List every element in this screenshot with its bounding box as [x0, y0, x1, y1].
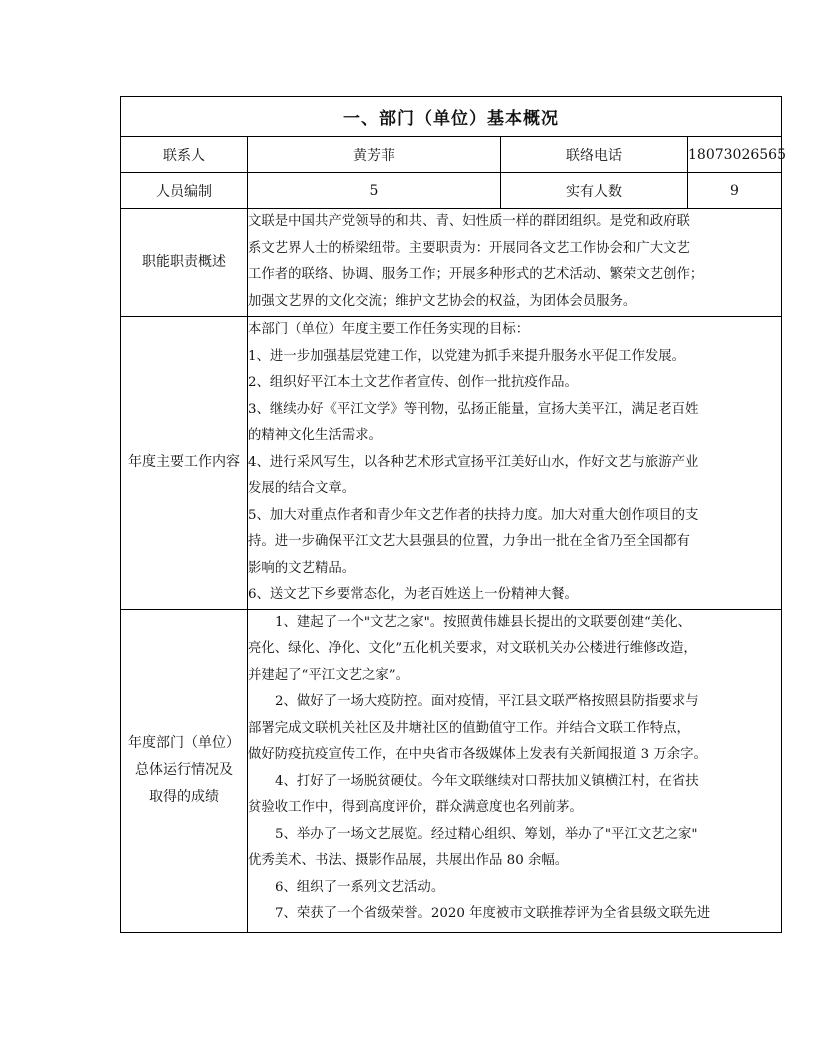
contact-name: 黄芳菲 — [248, 137, 501, 173]
phone-label: 联络电话 — [501, 137, 688, 173]
actual-count-value: 9 — [688, 173, 782, 209]
annual-work-label-text: 年度主要工作内容 — [128, 454, 240, 471]
achievement-line: 做好防疫抗疫宣传工作，在中央省市各级媒体上发表有关新闻报道 3 万余字。 — [248, 747, 707, 762]
achievement-line: 5、举办了一场文艺展览。经过精心组织、筹划，举办了"平江文艺之家" — [275, 826, 698, 842]
annual-work-line: 持。进一步确保平江文艺大县强县的位置，力争出一批在全省乃至全国都有 — [248, 534, 690, 549]
achievement-line: 优秀美术、书法、摄影作品展，共展出作品 80 余幅。 — [248, 853, 569, 868]
annual-work-line: 影响的文艺精品。 — [248, 560, 356, 576]
annual-work-label — [121, 317, 248, 610]
achievement-line: 2、做好了一场大疫防控。面对疫情，平江县文联严格按照县防指要求与 — [275, 694, 699, 709]
achievements-text — [248, 609, 782, 932]
duties-line: 文联是中国共产党领导的和共、青、妇性质一样的群团组织。是党和政府联 — [248, 214, 690, 229]
achievement-line: 6、组织了一系列文艺活动。 — [275, 879, 445, 895]
annual-work-text — [248, 317, 782, 610]
achievement-line: 并建起了“平江文艺之家”。 — [248, 667, 409, 683]
annual-work-line: 6、送文艺下乡要常态化，为老百姓送上一份精神大餐。 — [248, 587, 578, 602]
duties-text — [248, 209, 782, 317]
achievement-line: 部署完成文联机关社区及井塘社区的值勤值守工作。并结合文联工作特点， — [248, 720, 690, 736]
contact-label: 联系人 — [121, 137, 248, 173]
achievements-label — [121, 609, 248, 932]
annual-work-line: 发展的结合文章。 — [248, 481, 356, 496]
annual-work-line: 1、进一步加强基层党建工作，以党建为抓手来提升服务水平促工作发展。 — [248, 348, 686, 364]
phone-value: 18073026565 — [688, 137, 782, 173]
annual-work-line: 4、进行采风写生，以各种艺术形式宣扬平江美好山水，作好文艺与旅游产业 — [248, 454, 699, 470]
actual-count-label: 实有人数 — [501, 173, 688, 209]
duties-line: 加强文艺界的文化交流；维护文艺协会的权益，为团体会员服务。 — [248, 293, 637, 309]
duties-line: 系文艺界人士的桥梁纽带。主要职责为：开展同各文艺工作协会和广大文艺 — [248, 240, 690, 256]
basic-overview-table — [120, 96, 786, 933]
duties-label: 职能职责概述 — [121, 209, 248, 317]
achievements-label-line: 取得的成绩 — [149, 789, 219, 805]
achievement-line: 1、建起了一个"文艺之家"。按照黄伟雄县长提出的文联要创建“美化、 — [275, 614, 692, 630]
staffing-quota: 5 — [248, 173, 501, 209]
annual-work-line: 2、组织好平江本土文艺作者宣传、创作一批抗疫作品。 — [248, 375, 578, 390]
annual-work-line: 3、继续办好《平江文学》等刊物，弘扬正能量，宣扬大美平江，满足老百姓 — [248, 401, 699, 417]
achievement-line: 亮化、绿化、净化、文化”五化机关要求，对文联机关办公楼进行维修改造， — [248, 641, 697, 656]
annual-work-line: 本部门（单位）年度主要工作任务实现的目标： — [248, 322, 530, 337]
annual-work-line: 5、加大对重点作者和青少年文艺作者的扶持力度。加大对重大创作项目的支 — [248, 507, 699, 523]
achievements-label-line: 总体运行情况及 — [135, 762, 233, 778]
achievement-line: 贫验收工作中，得到高度评价，群众满意度也名列前茅。 — [248, 800, 583, 815]
staffing-label: 人员编制 — [121, 173, 248, 209]
duties-line: 工作者的联络、协调、服务工作；开展多种形式的艺术活动、繁荣文艺创作； — [248, 267, 704, 282]
achievement-line: 4、打好了一场脱贫硬仗。今年文联继续对口帮扶加义镇横江村，在省扶 — [275, 773, 699, 789]
achievement-line: 7、荣获了一个省级荣誉。2020 年度被市文联推荐评为全省县级文联先进 — [275, 906, 711, 921]
section-title: 一、部门（单位）基本概况 — [121, 97, 782, 137]
achievements-label-line: 年度部门（单位） — [128, 735, 240, 751]
annual-work-line: 的精神文化生活需求。 — [248, 428, 382, 443]
